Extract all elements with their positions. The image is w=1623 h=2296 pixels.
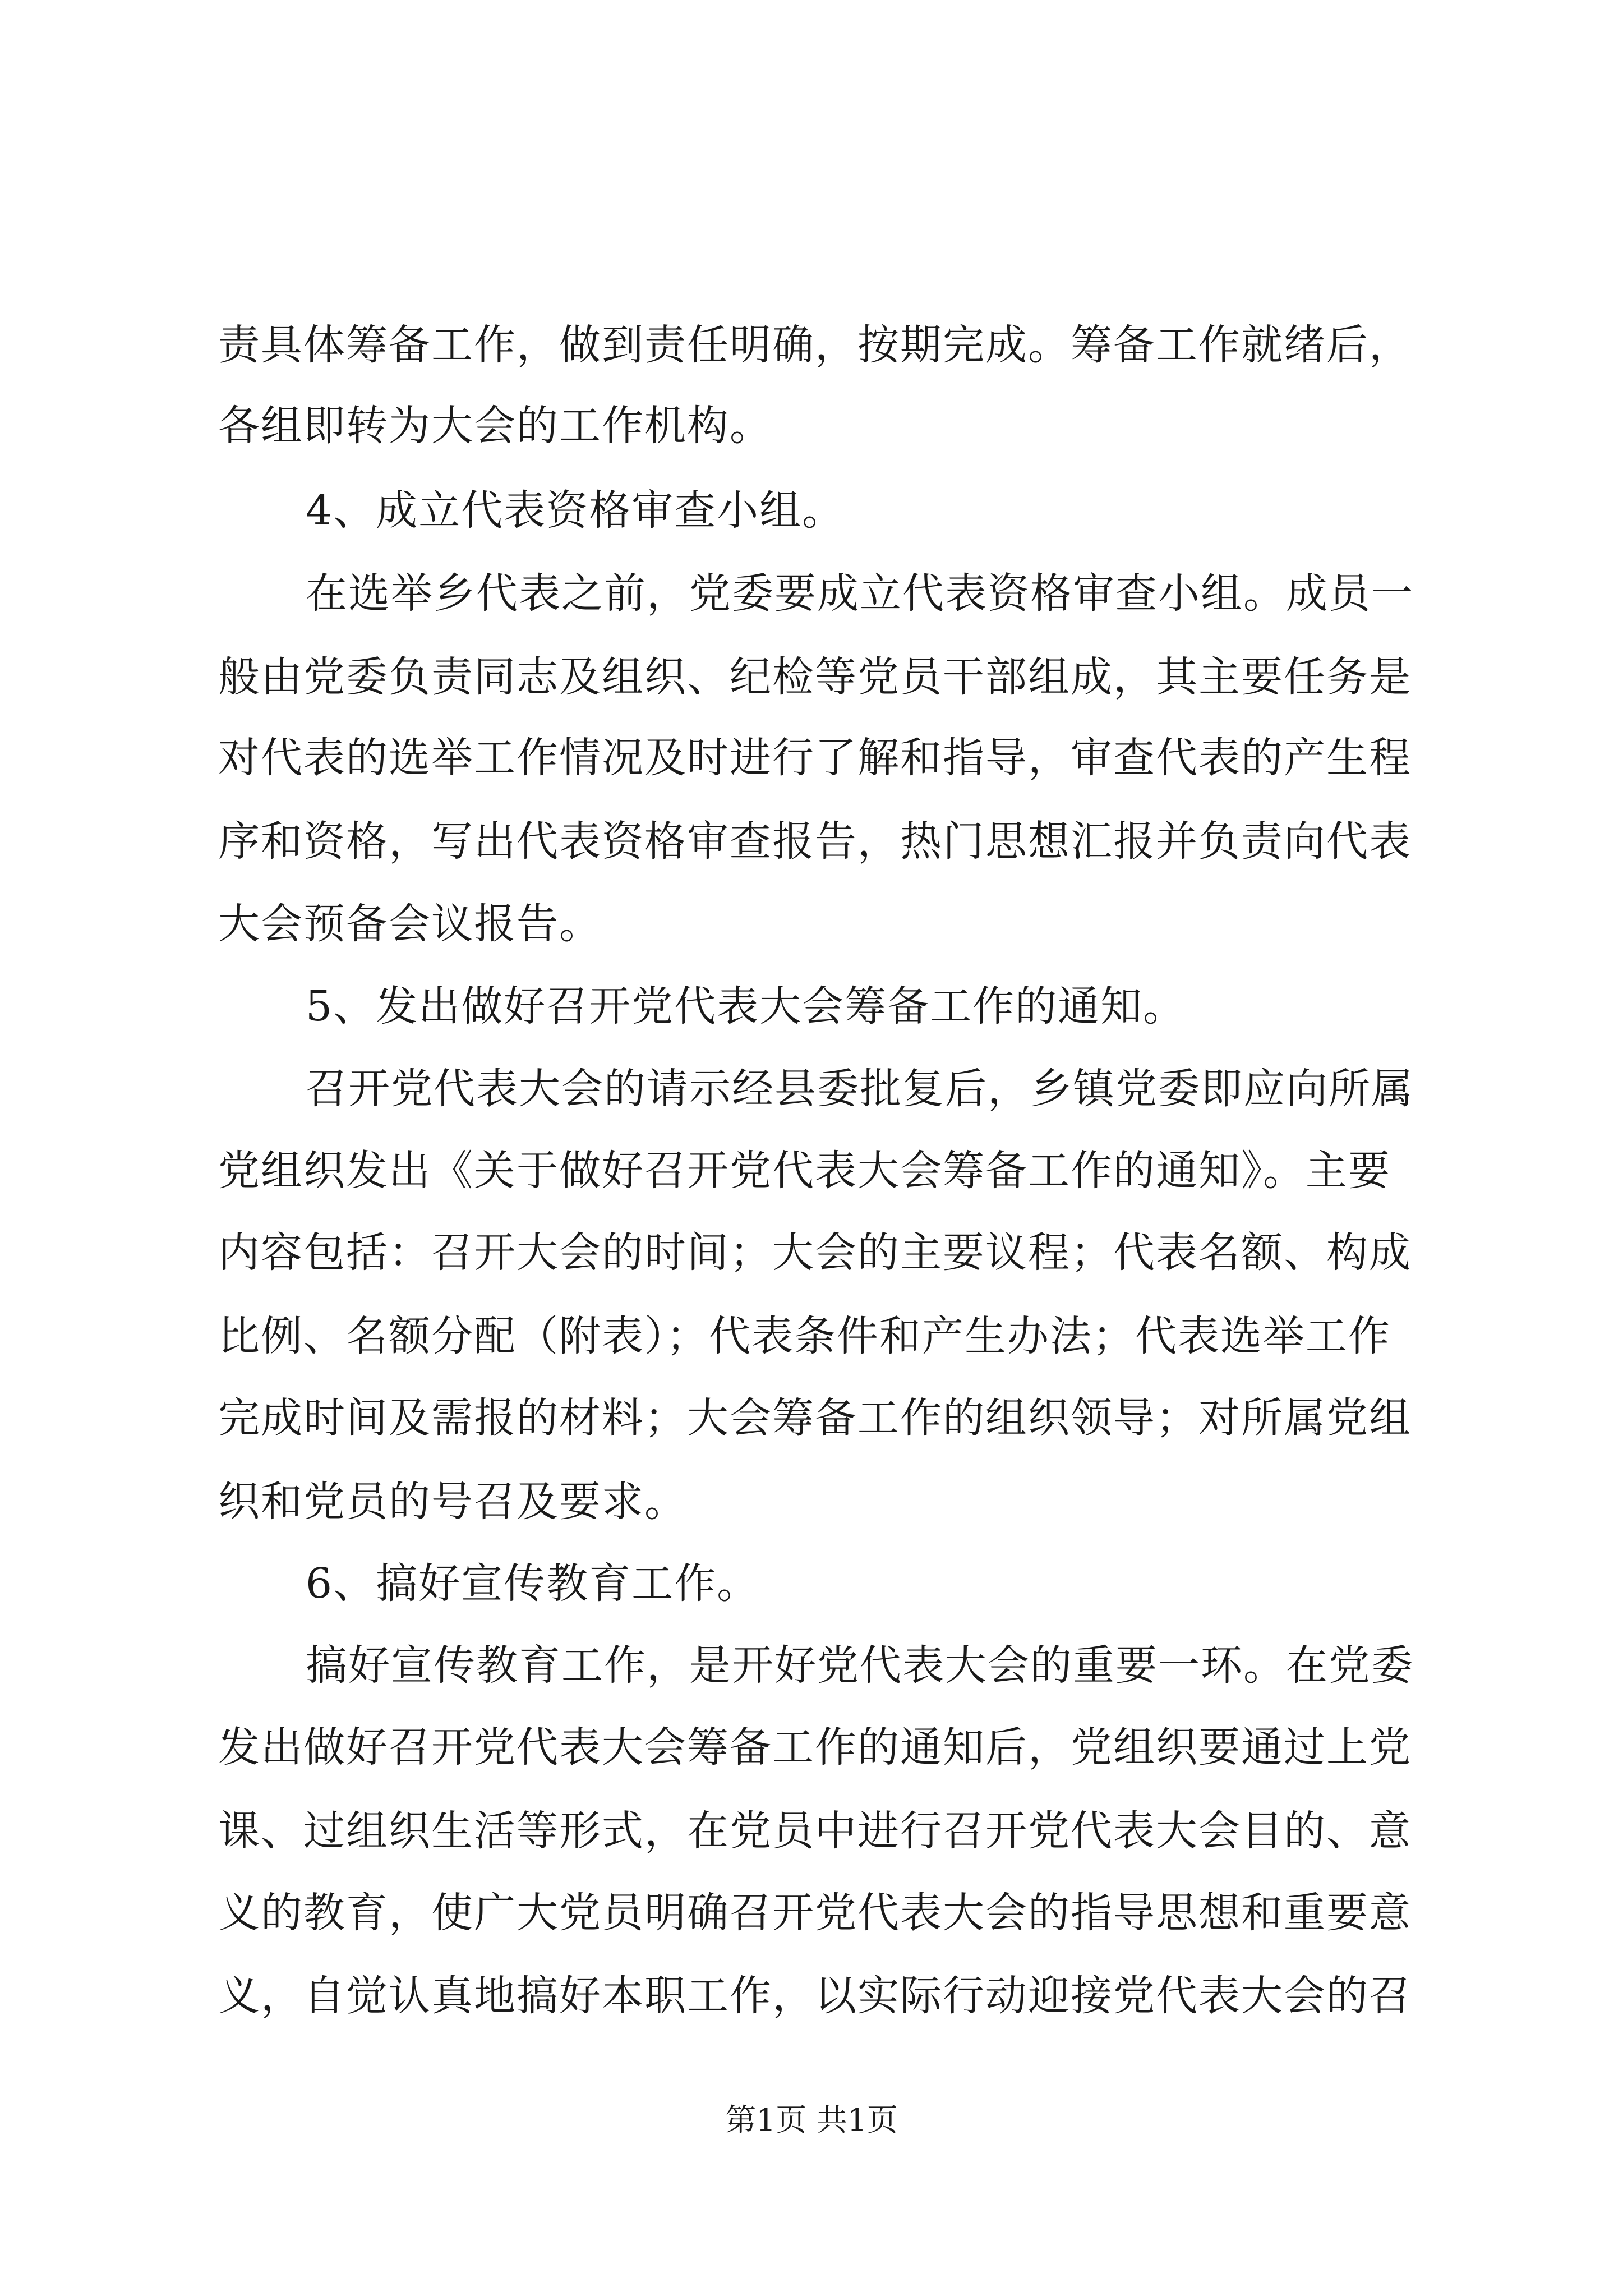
text-line-18: 发出做好召开党代表大会筹备工作的通知后，党组织要通过上党 (218, 1723, 1412, 1772)
text-line-8: 大会预备会议报告。 (218, 900, 602, 948)
text-line-21: 义，自觉认真地搞好本职工作，以实际行动迎接党代表大会的召 (218, 1972, 1412, 2020)
text-line-2: 各组即转为大会的工作机构。 (218, 402, 772, 450)
section-heading-6: 6、搞好宣传教育工作。 (306, 1559, 760, 1608)
page-footer: 第1页 共1页 (725, 2102, 898, 2138)
text-line-4: 在选举乡代表之前，党委要成立代表资格审查小组。成员一 (306, 569, 1414, 618)
text-line-15: 织和党员的号召及要求。 (218, 1478, 687, 1526)
text-line-7: 序和资格，写出代表资格审查报告，热门思想汇报并负责向代表 (218, 817, 1412, 866)
text-line-12: 内容包括：召开大会的时间；大会的主要议程；代表名额、构成 (218, 1228, 1412, 1277)
text-line-6: 对代表的选举工作情况及时进行了解和指导，审查代表的产生程 (218, 734, 1412, 782)
text-line-19: 课、过组织生活等形式，在党员中进行召开党代表大会目的、意 (218, 1807, 1412, 1855)
text-line-20: 义的教育，使广大党员明确召开党代表大会的指导思想和重要意 (218, 1889, 1412, 1937)
section-heading-4: 4、成立代表资格审查小组。 (306, 486, 845, 535)
text-line-1: 责具体筹备工作，做到责任明确，按期完成。筹备工作就绪后， (218, 321, 1412, 369)
text-line-13: 比例、名额分配（附表）；代表条件和产生办法；代表选举工作 (218, 1312, 1391, 1360)
section-heading-5: 5、发出做好召开党代表大会筹备工作的通知。 (306, 982, 1186, 1030)
text-line-5: 般由党委负责同志及组织、纪检等党员干部组成，其主要任务是 (218, 653, 1412, 701)
text-line-10: 召开党代表大会的请示经县委批复后，乡镇党委即应向所属 (306, 1065, 1414, 1113)
text-line-11: 党组织发出《关于做好召开党代表大会筹备工作的通知》。主要 (218, 1147, 1391, 1195)
text-line-17: 搞好宣传教育工作，是开好党代表大会的重要一环。在党委 (306, 1641, 1414, 1690)
text-line-14: 完成时间及需报的材料；大会筹备工作的组织领导；对所属党组 (218, 1394, 1412, 1442)
